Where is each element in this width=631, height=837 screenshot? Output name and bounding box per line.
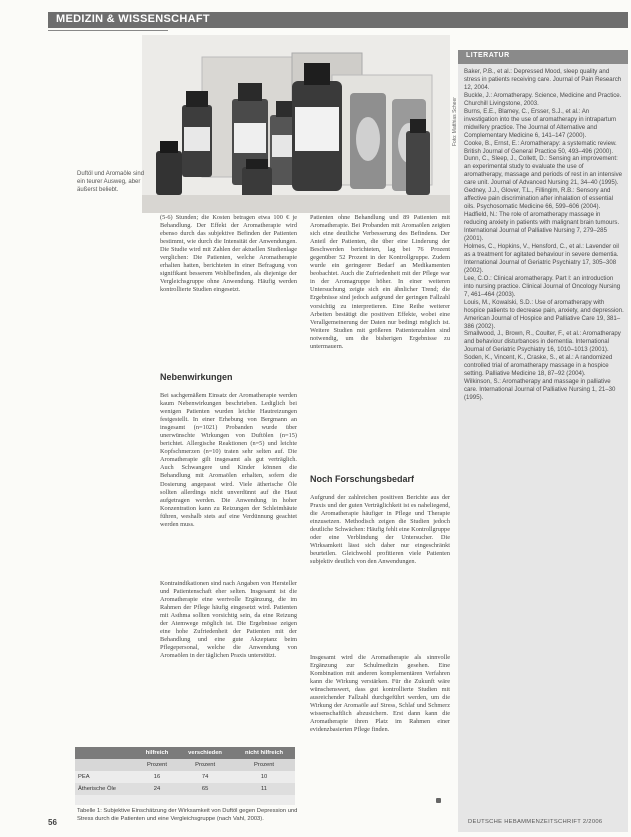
table-cell: 24 <box>137 783 177 795</box>
column2-body2-text: Aufgrund der zahlreichen positiven Berichte aus der Praxis und der guten Verträglichkeit ist es naheliegend, die Aromatherapie häufiger in Pflege und Therapie einzusetzen. Methodisch zeigen die Studien jedoch deutliche Schwächen: Häufig fehlt eine Kontrollgruppe oder eine Verblindung der Untersucher. Die Wirksamkeit lässt sich daher nur eingeschränkt beurteilen. Gleichwohl profitieren viele Patienten subjektiv deutlich von den Anwendungen. <box>310 494 450 566</box>
table-cell: Ätherische Öle <box>75 783 137 795</box>
table-header-cell <box>75 747 137 759</box>
table-cell: PEA <box>75 771 137 783</box>
column2-body1 <box>310 214 450 462</box>
photo-credit: Foto: Matthias Scheer <box>452 97 458 146</box>
table-header-cell: hilfreich <box>137 747 177 759</box>
table-caption: Tabelle 1: Subjektive Einschätzung der Wirksamkeit von Duftöl gegen Depression und Stress durch die Patienten und eine Vergleichsgruppe (nach Vahl, 2003). <box>77 808 298 822</box>
table-subheader-cell: Prozent <box>233 759 295 771</box>
table-row <box>75 783 295 795</box>
table-subheader-cell: Prozent <box>177 759 233 771</box>
journal-footer: DEUTSCHE HEBAMMENZEITSCHRIFT 2/2006 <box>468 819 603 825</box>
header-rule <box>48 30 168 31</box>
reference-item: Hadfield, N.: The role of aromatherapy massage in reducing anxiety in patients with malignant brain tumours. International Journal of Palliative Nursing 7, 279–285 (2001). <box>464 211 620 243</box>
literature-label: LITERATUR <box>466 52 510 59</box>
reference-item: Louis, M., Kowalski, S.D.: Use of aromatherapy with hospice patients to decrease pain, anxiety, and depression. American Journal of Hospice and Palliative Care 19, 381–386 (2002). <box>464 298 624 330</box>
reference-item: Buckle, J.: Aromatherapy. Science, Medicine and Practice. Churchill Livingstone, 2003. <box>464 91 622 107</box>
reference-item: Lee, C.O.: Clinical aromatherapy. Part I: an introduction into nursing practice. Clinical Journal of Oncology Nursing 7, 461–464 (2003). <box>464 274 621 298</box>
subhead-nebenwirkungen: Nebenwirkungen <box>160 372 233 382</box>
table-cell: 11 <box>233 783 295 795</box>
reference-item: Baker, P.B., et al.: Depressed Mood, sleep quality and stress in patients receiving care. Journal of Pain Research 12, 2004. <box>464 68 622 91</box>
column1-body1-text: Bei sachgemäßem Einsatz der Aromatherapie werden kaum Nebenwirkungen beschrieben. Lediglich bei wenigen Patienten wurden leichte Hautreizungen festgestellt. In einer Erhebung von Bergmann an insgesamt (n=1021) Probanden wurde über unerwünschte Wirkungen von Duftölen (n=15) berichtet. Allergische Reaktionen (n=5) und leichte Kopfschmerzen (n=10) traten sehr selten auf. Die Aromatherapie gilt insgesamt als gut verträglich. Auch Schwangere und Kinder können die Behandlung mit Aromaölen erhalten, sofern die Dosierung angepasst wird. Viele ätherische Öle sollten allerdings nicht unverdünnt auf die Haut aufgetragen werden. Die Anwendung in hoher Konzentration kann zu Reizungen der Schleimhäute führen, weshalb stets auf eine Verdünnung geachtet werden muss. <box>160 392 297 528</box>
column1-intro <box>160 214 297 362</box>
column1-intro-text: (5-6) Stunden; die Kosten betragen etwa 100 € je Behandlung. Der Effekt der Aromatherapie wird ebenso durch das subjektive Befinden der Patienten bestimmt, wie durch die Intensität der Anwendungen. Die Studie wird mit Zahlen der aktuellen Studienlage verglichen: Die Patienten, welche Aromatherapie erhalten hatten, berichteten in einer Befragung von signifikant besserem Wohlbefinden, als diejenige der Vergleichsgruppe ohne Anwendung. Häufig werden kontrollierte Studien eingesetzt. <box>160 214 297 294</box>
column1-body2-text: Kontraindikationen sind nach Angaben von Hersteller und Patientenschaft eher selten. Insgesamt ist die Aromatherapie eine wertvolle Ergänzung, die im Rahmen der Pflege häufig eingesetzt wird. Patienten mit Asthma sollten vorsichtig sein, da eine Reizung der Atemwege möglich ist. Die Ergebnisse zeigen eine hohe Zufriedenheit der Patienten mit der Behandlung und eine gute Akzeptanz beim Pflegepersonal, welche die Anwendung von Aromaölen in der täglichen Praxis unterstützt. <box>160 580 297 660</box>
column2-body3 <box>310 654 450 798</box>
reference-item: Gedney, J.J., Glover, T.L., Fillingim, R.B.: Sensory and affective pain discrimination after inhalation of essential oils. Psychosomatic Medicine 66, 599–606 (2004). <box>464 187 613 211</box>
table-cell: 65 <box>177 783 233 795</box>
figure-caption: Duftöl und Aromaöle sind ein teurer Ausweg, aber äußerst beliebt. <box>77 171 145 193</box>
reference-item: Soden, K., Vincent, K., Craske, S., et al.: A randomized controlled trial of aromatherapy massage in a hospice setting. Palliative Medicine 18, 87–92 (2004). <box>464 354 613 378</box>
reference-item: Dunn, C., Sleep, J., Collett, D.: Sensing an improvement: an experimental study to evaluate the use of aromatherapy, massage and periods of rest in an intensive care unit. Journal of Advanced Nursing 21, 34–40 (1995). <box>464 155 623 187</box>
table-cell: 16 <box>137 771 177 783</box>
table-row <box>75 771 295 783</box>
table-subheader-cell: Prozent <box>137 759 177 771</box>
article-end-mark <box>436 798 441 803</box>
reference-item: Holmes, C., Hopkins, V., Hensford, C., et al.: Lavender oil as a treatment for agitated behaviour in severe dementia. International Journal of Geriatric Psychiatry 17, 305–308 (2002). <box>464 242 619 274</box>
subhead-forschungsbedarf: Noch Forschungsbedarf <box>310 474 415 484</box>
column1-body1 <box>160 392 297 576</box>
reference-item: Burns, E.E., Blamey, C., Ersser, S.J., et al.: An investigation into the use of aromatherapy in intrapartum midwifery practice. The Journal of Alternative and Complementary Medicine 6, 141–147 (2000). <box>464 107 617 139</box>
table-header-cell: nicht hilfreich <box>233 747 295 759</box>
table-cell: 74 <box>177 771 233 783</box>
bottles-illustration <box>142 35 450 213</box>
results-table <box>75 747 295 805</box>
reference-item: Smallwood, J., Brown, R., Coulter, F., et al.: Aromatherapy and behaviour disturbances in dementia. International Journal of Geriatric Psychiatry 16, 1010–1013 (2001). <box>464 330 621 354</box>
column2-body1-text: Patienten ohne Behandlung und 89 Patienten mit Aromatherapie. Bei Probanden mit Aromaölen zeigten sich eine deutliche Verbesserung des Befindens. Der Anteil der Patienten, die über eine Linderung der Beschwerden berichteten, lag bei 76 Prozent gegenüber 52 Prozent in der Kontrollgruppe. Zudem wurde ein geringerer Bedarf an Medikamenten beobachtet. Auch die Zufriedenheit mit der Pflege war in der Aromagruppe höher. In einer weiteren Untersuchung zeigte sich ein ähnlicher Trend; die Ergebnisse sind jedoch aufgrund der geringen Fallzahl vorsichtig zu interpretieren. Eine Reihe weiterer Arbeiten bestätigt die positiven Effekte, wobei eine Verallgemeinerung der Daten nur bedingt möglich ist. Weitere Studien mit größeren Patientenzahlen sind notwendig, um die bisherigen Ergebnisse zu untermauern. <box>310 214 450 350</box>
reference-item: Cooke, B., Ernst, E.: Aromatherapy: a systematic review. British Journal of General Practice 50, 493–496 (2000). <box>464 139 617 155</box>
reference-item: Wilkinson, S.: Aromatherapy and massage in palliative care. International Journal of Palliative Nursing 1, 21–30 (1995). <box>464 378 616 402</box>
column1-body2 <box>160 580 297 740</box>
table-subheader-cell <box>75 759 137 771</box>
reference-list <box>464 68 624 824</box>
table-header-cell: verschieden <box>177 747 233 759</box>
table-cell: 10 <box>233 771 295 783</box>
section-title: MEDIZIN & WISSENSCHAFT <box>56 13 210 25</box>
page-number: 56 <box>48 818 57 827</box>
column2-body3-text: Insgesamt wird die Aromatherapie als sinnvolle Ergänzung zur Schulmedizin gesehen. Eine Kombination mit anderen komplementären Verfahren kann die Wirkung verstärken. Für die Zukunft wäre wünschenswert, dass gut kontrollierte Studien mit ausreichender Fallzahl durchgeführt werden, um die Wirkung der Aromaöle auf Stress, Schlaf und Schmerz wissenschaftlich abzusichern. Erst dann kann die Aromatherapie ihren Platz im Rahmen einer evidenzbasierten Pflege finden. <box>310 654 450 734</box>
column2-body2 <box>310 494 450 650</box>
aroma-oil-photo <box>142 35 450 213</box>
